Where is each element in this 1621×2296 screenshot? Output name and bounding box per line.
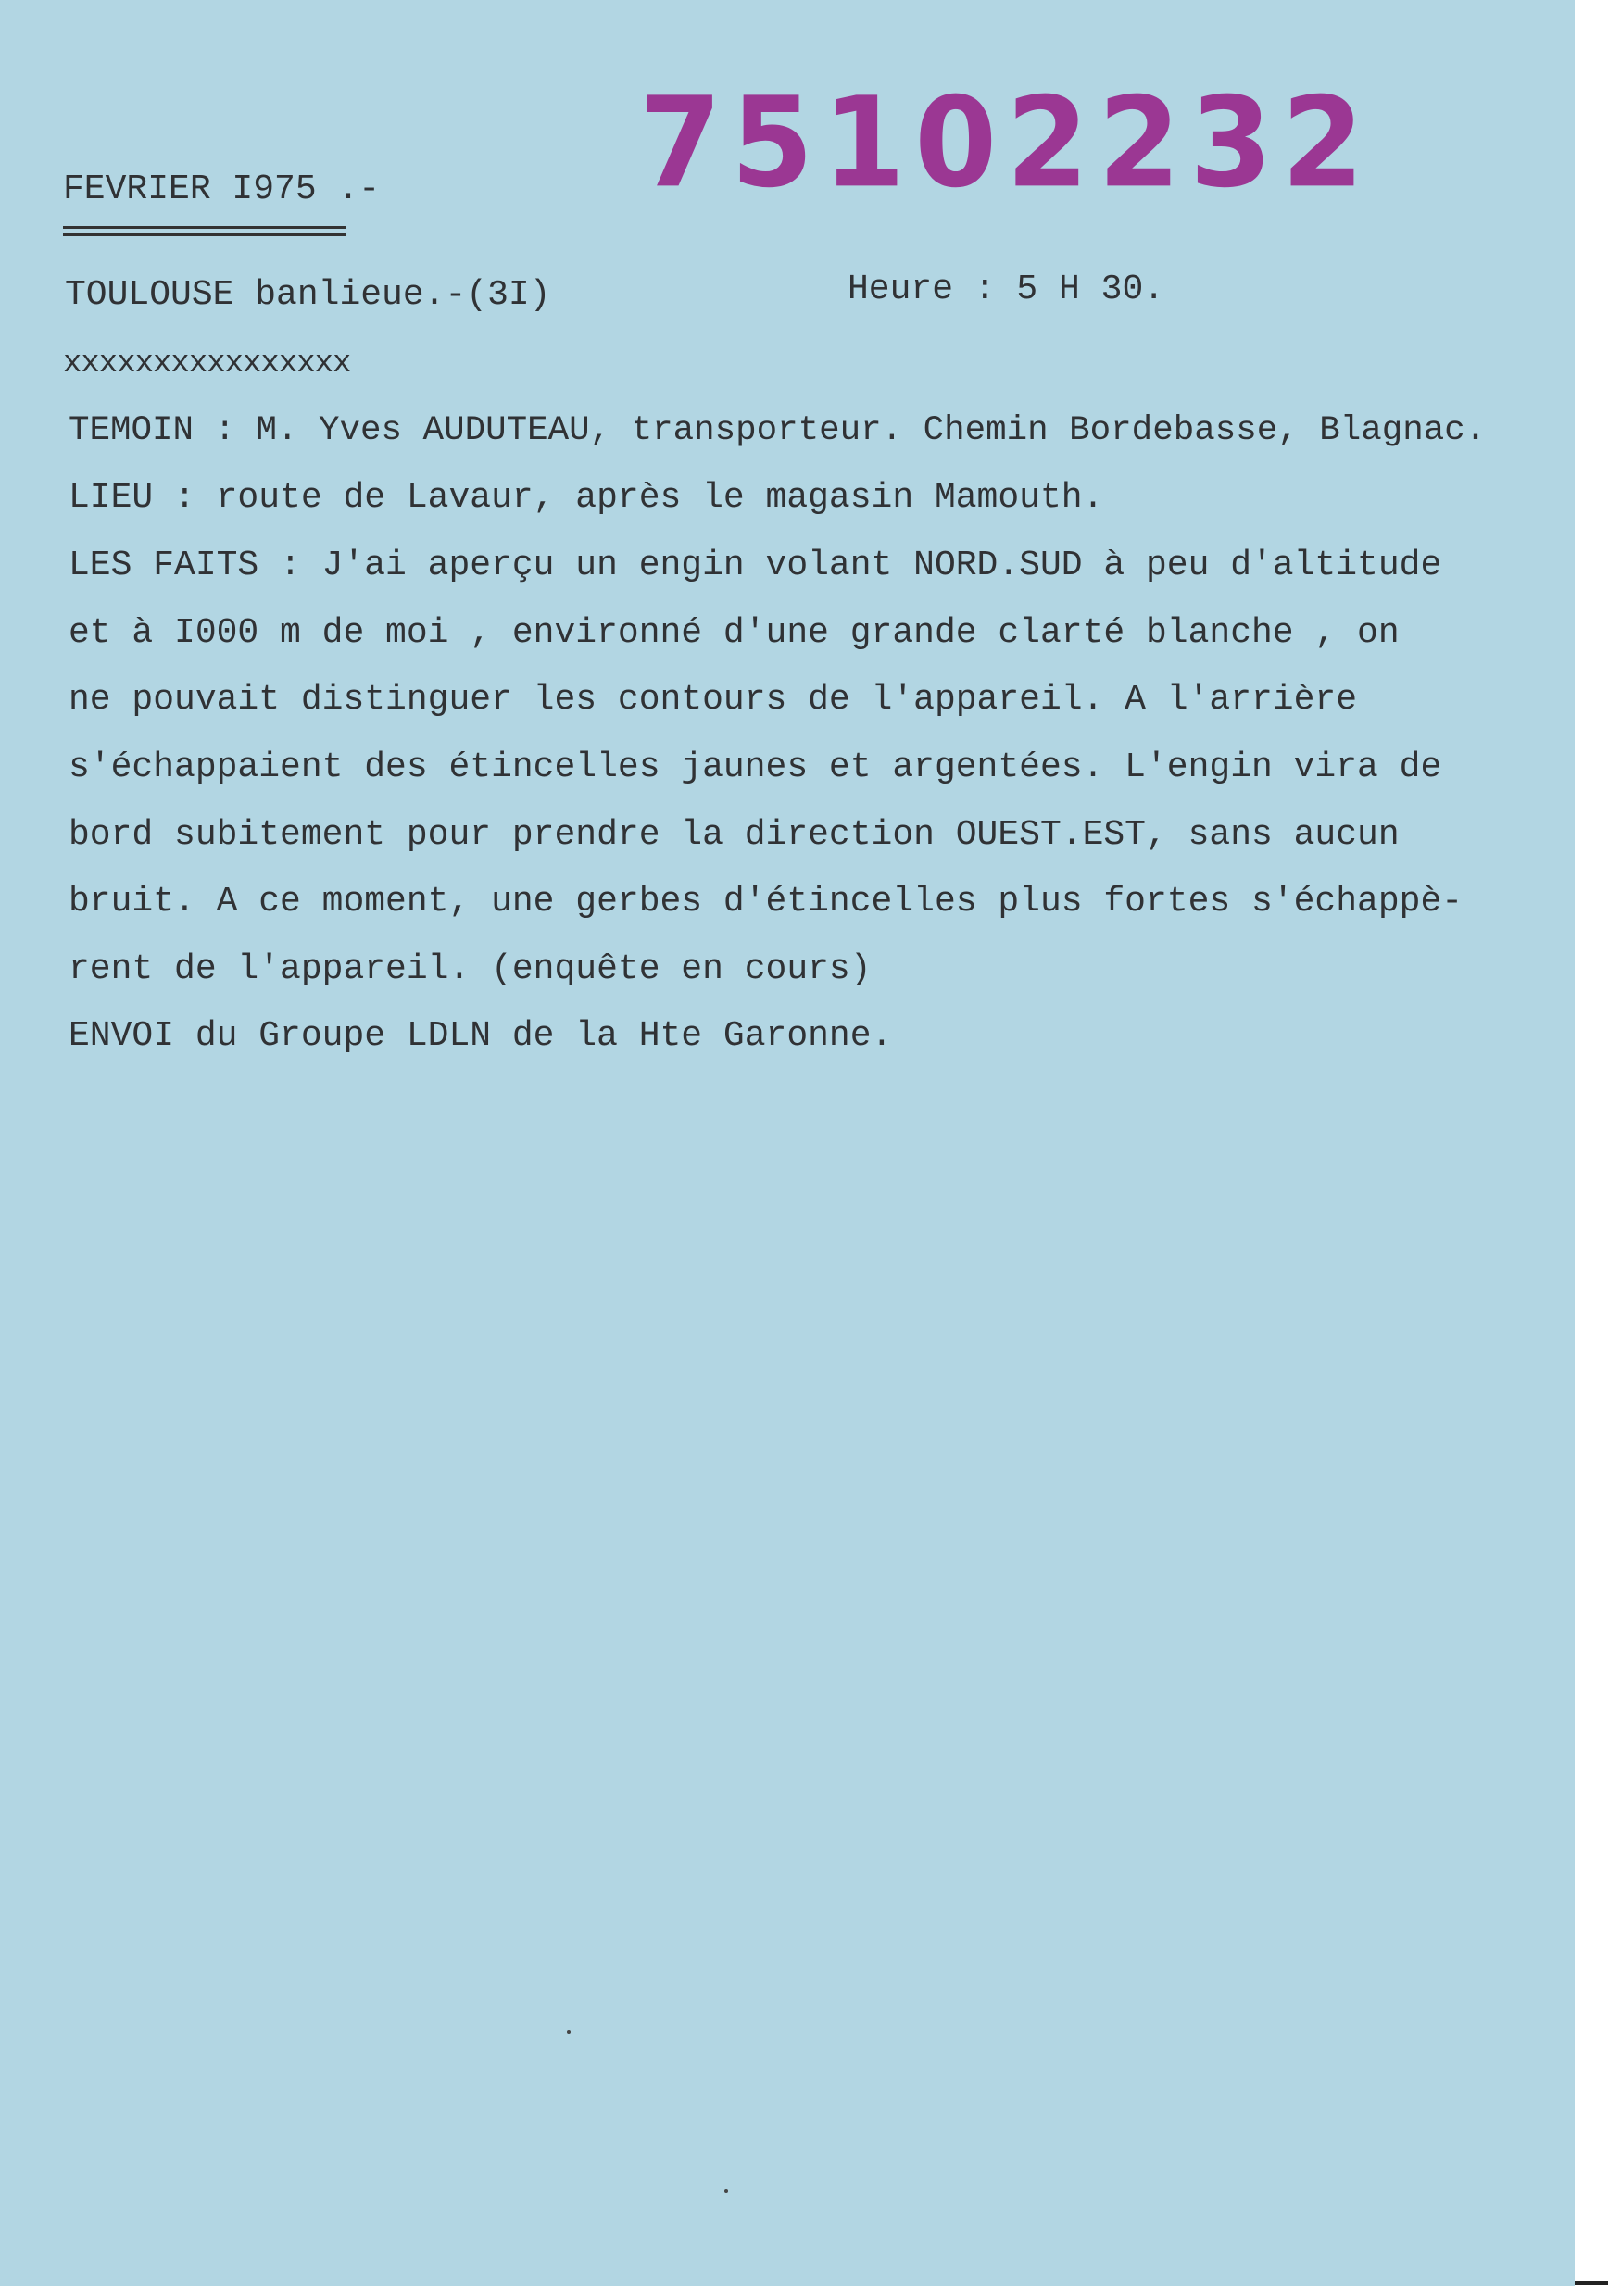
location-line: TOULOUSE banlieue.-(3I): [65, 275, 551, 315]
time-line: Heure : 5 H 30.: [848, 270, 1165, 309]
body-line-lieu: LIEU : route de Lavaur, après le magasin Mamouth.: [69, 478, 1104, 518]
date-heading: FEVRIER I975 .-: [63, 169, 381, 209]
stamp-number: 75102232: [639, 70, 1374, 216]
body-line-temoin: TEMOIN : M. Yves AUDUTEAU, transporteur. Chemin Bordebasse, Blagnac.: [69, 411, 1487, 450]
scan-edge-mark: [1575, 2281, 1608, 2285]
body-line: rent de l'appareil. (enquête en cours): [69, 949, 872, 989]
body-line: et à I000 m de moi , environné d'une grande clarté blanche , on: [69, 613, 1400, 653]
struck-out-text: xxxxxxxxxxxxxxxx: [63, 346, 351, 382]
body-line: bord subitement pour prendre la direction OUEST.EST, sans aucun: [69, 815, 1400, 855]
body-line: ne pouvait distinguer les contours de l'appareil. A l'arrière: [69, 680, 1358, 720]
paper-speck: [724, 2189, 728, 2193]
paper-speck: [567, 2030, 571, 2034]
body-line-faits: LES FAITS : J'ai aperçu un engin volant NORD.SUD à peu d'altitude: [69, 546, 1442, 585]
heading-underline: [63, 226, 346, 236]
body-line: s'échappaient des étincelles jaunes et argentées. L'engin vira de: [69, 747, 1442, 787]
body-line: bruit. A ce moment, une gerbes d'étincelles plus fortes s'échappè-: [69, 882, 1464, 922]
body-line-envoi: ENVOI du Groupe LDLN de la Hte Garonne.: [69, 1016, 893, 1056]
